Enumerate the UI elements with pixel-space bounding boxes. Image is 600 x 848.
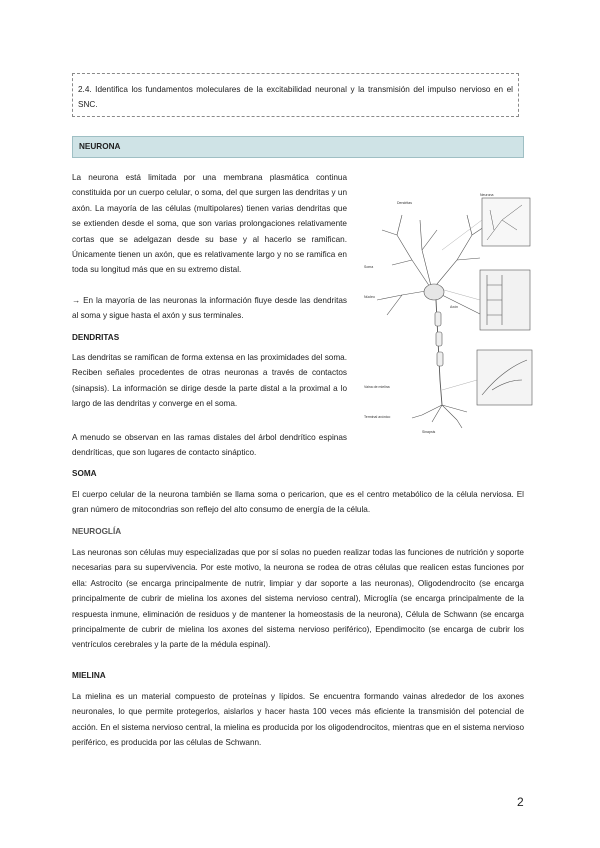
svg-text:Dendritas: Dendritas [397, 201, 412, 205]
section-header-box [72, 73, 519, 117]
soma-heading: SOMA [72, 469, 97, 478]
neurona-paragraph-1: La neurona está limitada por una membrana plasmática continua constituida por un cuerpo celular, o soma, del que surgen las dendritas y un axón. La mayoría de las células (multipolares) tienen varias dendritas que se extienden desde el soma, que son varias prolongaciones relativamente cortas que se adelgazan desde su base y al hacerlo se ramifican. Únicamente tienen un axón, que es relativamente largo y no se ramifica en toda su longitud más que en su extremo distal. [72, 173, 347, 275]
dendritas-heading: DENDRITAS [72, 333, 120, 342]
neurona-paragraph-2: → En la mayoría de las neuronas la información fluye desde las dendritas al soma y sigue hasta el axón y sus terminales. [72, 296, 347, 321]
svg-text:Sinapsis: Sinapsis [422, 430, 436, 434]
svg-text:Núcleo: Núcleo [364, 295, 375, 299]
neurona-title-bar [72, 136, 524, 158]
neurona-title: NEURONA [79, 142, 121, 151]
svg-text:Vaina de mielina: Vaina de mielina [364, 385, 390, 389]
mielina-paragraph: La mielina es un material compuesto de proteínas y lípidos. Se encuentra formando vainas alrededor de los axones neuronales, lo que permite protegerlos, aislarlos y hacer hasta 100 veces más eficiente la transmisión del potencial de acción. En el sistema nervioso central, la mielina es producida por los oligodendrocitos, mientras que en el sistema nervioso periférico, es producida por las células de Schwann. [72, 692, 524, 748]
neuron-diagram [362, 190, 534, 435]
svg-text:Terminal axónico: Terminal axónico [364, 415, 391, 419]
page-number: 2 [517, 795, 524, 809]
section-header-text: 2.4. Identifica los fundamentos moleculares de la excitabilidad neuronal y la transmisión del impulso nervioso en el SNC. [78, 85, 513, 109]
mielina-heading: MIELINA [72, 671, 106, 680]
svg-text:Soma: Soma [364, 265, 374, 269]
dendritas-paragraph-1: Las dendritas se ramifican de forma extensa en las proximidades del soma. Reciben señales procedentes de otras neuronas a través de contactos (sinapsis). La información se dirige desde la parte distal a la proximal a lo largo de las dendritas y converge en el soma. [72, 353, 347, 409]
dendritas-paragraph-2: A menudo se observan en las ramas distales del árbol dendrítico espinas dendríticas, que son lugares de contacto sináptico. [72, 433, 347, 458]
neuroglia-paragraph: Las neuronas son células muy especializadas que por sí solas no pueden realizar todas las funciones de nutrición y soporte necesarias para su supervivencia. Por este motivo, la neurona se rodea de otras células que realicen estas funciones por ella: Astrocito (se encarga principalmente de nutrir, limpiar y dar soporte a las neuronas), Oligodendrocito (se encarga principalmente de cubrir de mielina los axones del sistema nervioso central), Microglía (se encarga principalmente de la respuesta inmune, eliminación de residuos y de mantener la homeostasis de la neurona), Célula de Schwann (se encarga principalmente de cubrir de mielina los axones del sistema nervioso periférico), Ependimocito (se encarga de cubrir los ventrículos cerebrales y la parte de la médula espinal). [72, 548, 524, 650]
neuroglia-heading: NEUROGLÍA [72, 527, 122, 536]
svg-text:Axón: Axón [450, 305, 458, 309]
soma-paragraph: El cuerpo celular de la neurona también se llama soma o pericarion, que es el centro metabólico de la célula nerviosa. El gran número de mitocondrias son reflejo del alto consumo de energía de la célula. [72, 490, 524, 515]
svg-text:Neurona: Neurona [480, 193, 494, 197]
